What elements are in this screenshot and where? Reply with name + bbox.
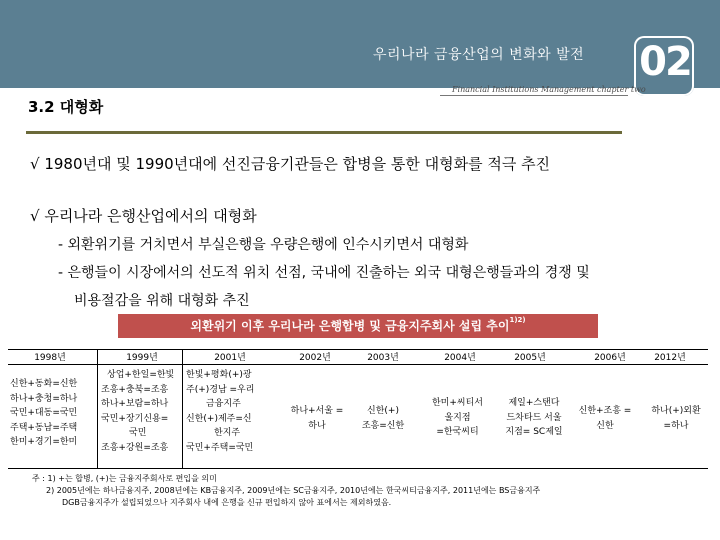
- cell-2002: [277, 404, 357, 433]
- cell-line: 한지주: [214, 428, 241, 438]
- cell-2001: [186, 368, 254, 455]
- header-2012: 2012년: [654, 353, 686, 363]
- section-title: 3.2 대형화: [28, 98, 104, 116]
- cell-line: 조흥+강원=조흥: [101, 442, 169, 453]
- cell-line: 울지점: [444, 412, 471, 423]
- cell-line: 상업+한일=한빛: [107, 370, 175, 380]
- chapter-number: 02: [639, 39, 691, 85]
- table-header-divider: [8, 364, 708, 365]
- cell-line: 주(+)경남 =우리: [186, 384, 255, 395]
- sub-bullet-cost: 비용절감을 위해 대형화 추진: [74, 293, 250, 309]
- chapter-title: 우리나라 금융산업의 변화와 발전: [373, 47, 585, 63]
- cell-2004: [420, 396, 495, 440]
- header-2006: 2006년: [594, 353, 626, 363]
- cell-line: 금융지주: [206, 399, 241, 409]
- cell-1998: [10, 377, 77, 450]
- subtitle-divider: [440, 95, 628, 96]
- cell-line: 하나+서울 =: [290, 406, 344, 416]
- cell-line: 지점= SC제일: [505, 427, 563, 437]
- cell-line: 신한+동화=신한: [10, 379, 78, 389]
- table-caption-note: 1)2): [509, 316, 526, 324]
- cell-line: 국민+대동=국민: [10, 408, 78, 418]
- cell-line: =한국씨티: [436, 427, 479, 437]
- cell-line: 하나+충청=하나: [10, 393, 78, 404]
- cell-2006: [568, 404, 642, 433]
- sub-bullet-competition: - 은행들이 시장에서의 선도적 위치 선점, 국내에 진출하는 외국 대형은행들과의 경쟁 및: [58, 265, 590, 281]
- cell-line: 국민+장기신용=: [101, 413, 169, 424]
- table-col-divider: [97, 349, 98, 469]
- header-2004: 2004년: [444, 353, 476, 363]
- sub-bullet-crisis: - 외환위기를 거치면서 부실은행을 우량은행에 인수시키면서 대형화: [58, 237, 469, 253]
- cell-line: 신한+조흥 =: [578, 406, 632, 416]
- header-2005: 2005년: [514, 353, 546, 363]
- note-3: DGB금융지주가 설립되었으나 지주회사 내에 은행을 신규 편입하지 않아 표에서는 제외하였음.: [62, 498, 392, 507]
- table-col-divider: [182, 349, 183, 469]
- chapter-subtitle: Financial Institutions Management chapter two: [452, 85, 646, 94]
- cell-line: 제일+스탠다: [508, 398, 560, 408]
- header-2003: 2003년: [367, 353, 399, 363]
- cell-line: =하나: [663, 420, 689, 431]
- table-caption: [118, 314, 598, 338]
- note-1: 주 : 1) +는 합병, (+)는 금융지주회사로 편입을 의미: [32, 474, 217, 483]
- cell-2005: [492, 396, 576, 440]
- section-rule: [26, 131, 622, 134]
- header-2001: 2001년: [214, 353, 246, 363]
- cell-line: 조흥+충북=조흥: [101, 384, 169, 395]
- cell-line: 하나(+)외환: [651, 406, 701, 416]
- cell-line: 신한: [596, 420, 614, 431]
- cell-line: 하나+보람=하나: [101, 399, 169, 409]
- cell-line: 신한(+)제주=신: [186, 413, 252, 424]
- cell-line: 한미+씨티서: [431, 398, 483, 408]
- cell-line: 하나: [308, 420, 326, 431]
- cell-line: 국민+주택=국민: [186, 442, 254, 453]
- cell-line: 한미+경기=한미: [10, 437, 78, 447]
- cell-line: 주택+동남=주택: [10, 422, 78, 433]
- cell-line: 국민: [129, 428, 147, 438]
- cell-line: 드차타드 서울: [506, 412, 562, 423]
- cell-2003: [348, 404, 418, 433]
- header-2002: 2002년: [299, 353, 331, 363]
- note-2: 2) 2005년에는 하나금융지주, 2008년에는 KB금융지주, 2009년에는 SC금융지주, 2010년에는 한국씨티금융지주, 2011년에는 BS금융지주: [46, 486, 541, 495]
- table-bottom-border: [8, 468, 708, 469]
- bullet-korea-banking: √ 우리나라 은행산업에서의 대형화: [30, 207, 257, 225]
- header-banner: [0, 0, 720, 88]
- cell-line: 신한(+): [367, 406, 399, 416]
- cell-line: 한빛+평화(+)광: [186, 370, 252, 380]
- bullet-mergers-abroad: √ 1980년대 및 1990년대에 선진금융기관들은 합병을 통한 대형화를 적극 추진: [30, 155, 551, 173]
- cell-1999: [101, 368, 174, 455]
- header-1999: 1999년: [126, 353, 158, 363]
- header-1998: 1998년: [34, 353, 66, 363]
- cell-2012: [640, 404, 712, 433]
- cell-line: 조흥=신한: [361, 420, 405, 431]
- table-caption-text: 외환위기 이후 우리나라 은행합병 및 금융지주회사 설립 추이: [190, 319, 510, 333]
